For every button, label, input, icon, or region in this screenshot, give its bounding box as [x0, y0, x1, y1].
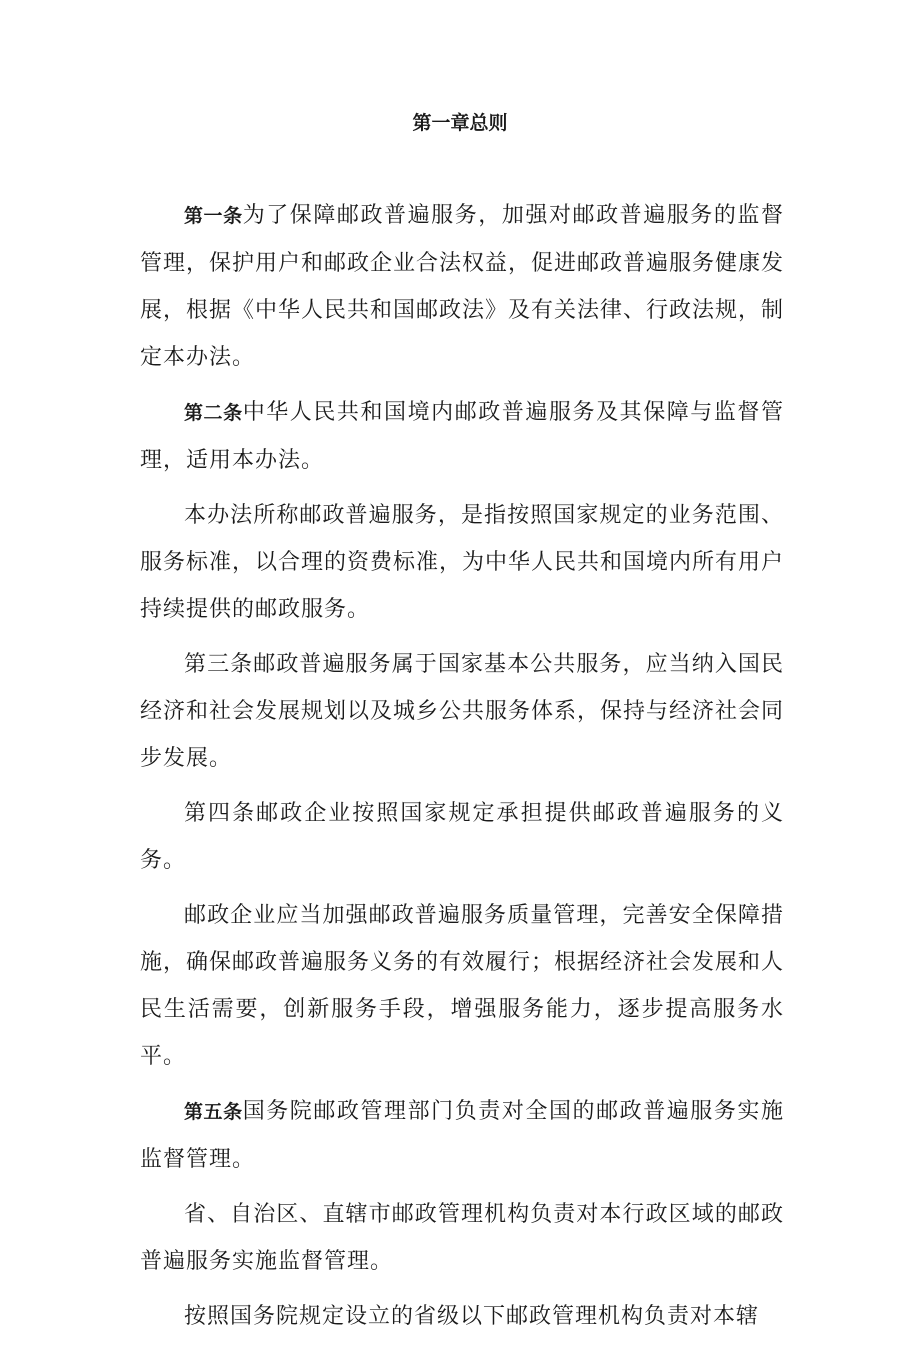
chapter-title: 第一章总则 — [412, 112, 508, 134]
paragraph-text: 按照国务院规定设立的省级以下邮政管理机构负责对本辖 — [184, 1304, 760, 1329]
article-number: 第二条 — [184, 402, 243, 424]
paragraph-provincial — [140, 1191, 784, 1285]
paragraph-enterprise-duty — [140, 892, 784, 1080]
paragraph-article-2 — [140, 389, 784, 484]
paragraph-text: 省、自治区、直辖市邮政管理机构负责对本行政区域的邮政普遍服务实施监督管理。 — [140, 1202, 784, 1274]
paragraph-text: 邮政企业应当加强邮政普遍服务质量管理，完善安全保障措施，确保邮政普遍服务义务的有效履行；根据经济社会发展和人民生活需要，创新服务手段，增强服务能力，逐步提高服务水平。 — [140, 903, 785, 1069]
paragraph-sub-provincial — [140, 1293, 784, 1340]
paragraph-definition — [140, 492, 784, 633]
paragraph-article-4 — [140, 790, 784, 884]
article-number: 第一条 — [184, 205, 243, 227]
paragraph-article-1 — [140, 192, 784, 381]
paragraph-text: 中华人民共和国境内邮政普遍服务及其保障与监督管理，适用本办法。 — [140, 400, 784, 473]
article-number: 第五条 — [184, 1101, 243, 1123]
paragraph-text: 第四条邮政企业按照国家规定承担提供邮政普遍服务的义务。 — [140, 801, 784, 873]
paragraph-article-5 — [140, 1088, 784, 1183]
paragraph-text: 第三条邮政普遍服务属于国家基本公共服务，应当纳入国民经济和社会发展规划以及城乡公共服务体系，保持与经济社会同步发展。 — [140, 652, 785, 771]
paragraph-text: 国务院邮政管理部门负责对全国的邮政普遍服务实施监督管理。 — [140, 1099, 784, 1172]
paragraph-article-3 — [140, 641, 784, 782]
paragraph-text: 为了保障邮政普遍服务，加强对邮政普遍服务的监督管理，保护用户和邮政企业合法权益，促进邮政普遍服务健康发展，根据《中华人民共和国邮政法》及有关法律、行政法规，制定本办法。 — [140, 203, 785, 370]
document-body — [140, 192, 784, 1348]
paragraph-text: 本办法所称邮政普遍服务，是指按照国家规定的业务范围、服务标准，以合理的资费标准，为中华人民共和国境内所有用户持续提供的邮政服务。 — [140, 503, 785, 622]
